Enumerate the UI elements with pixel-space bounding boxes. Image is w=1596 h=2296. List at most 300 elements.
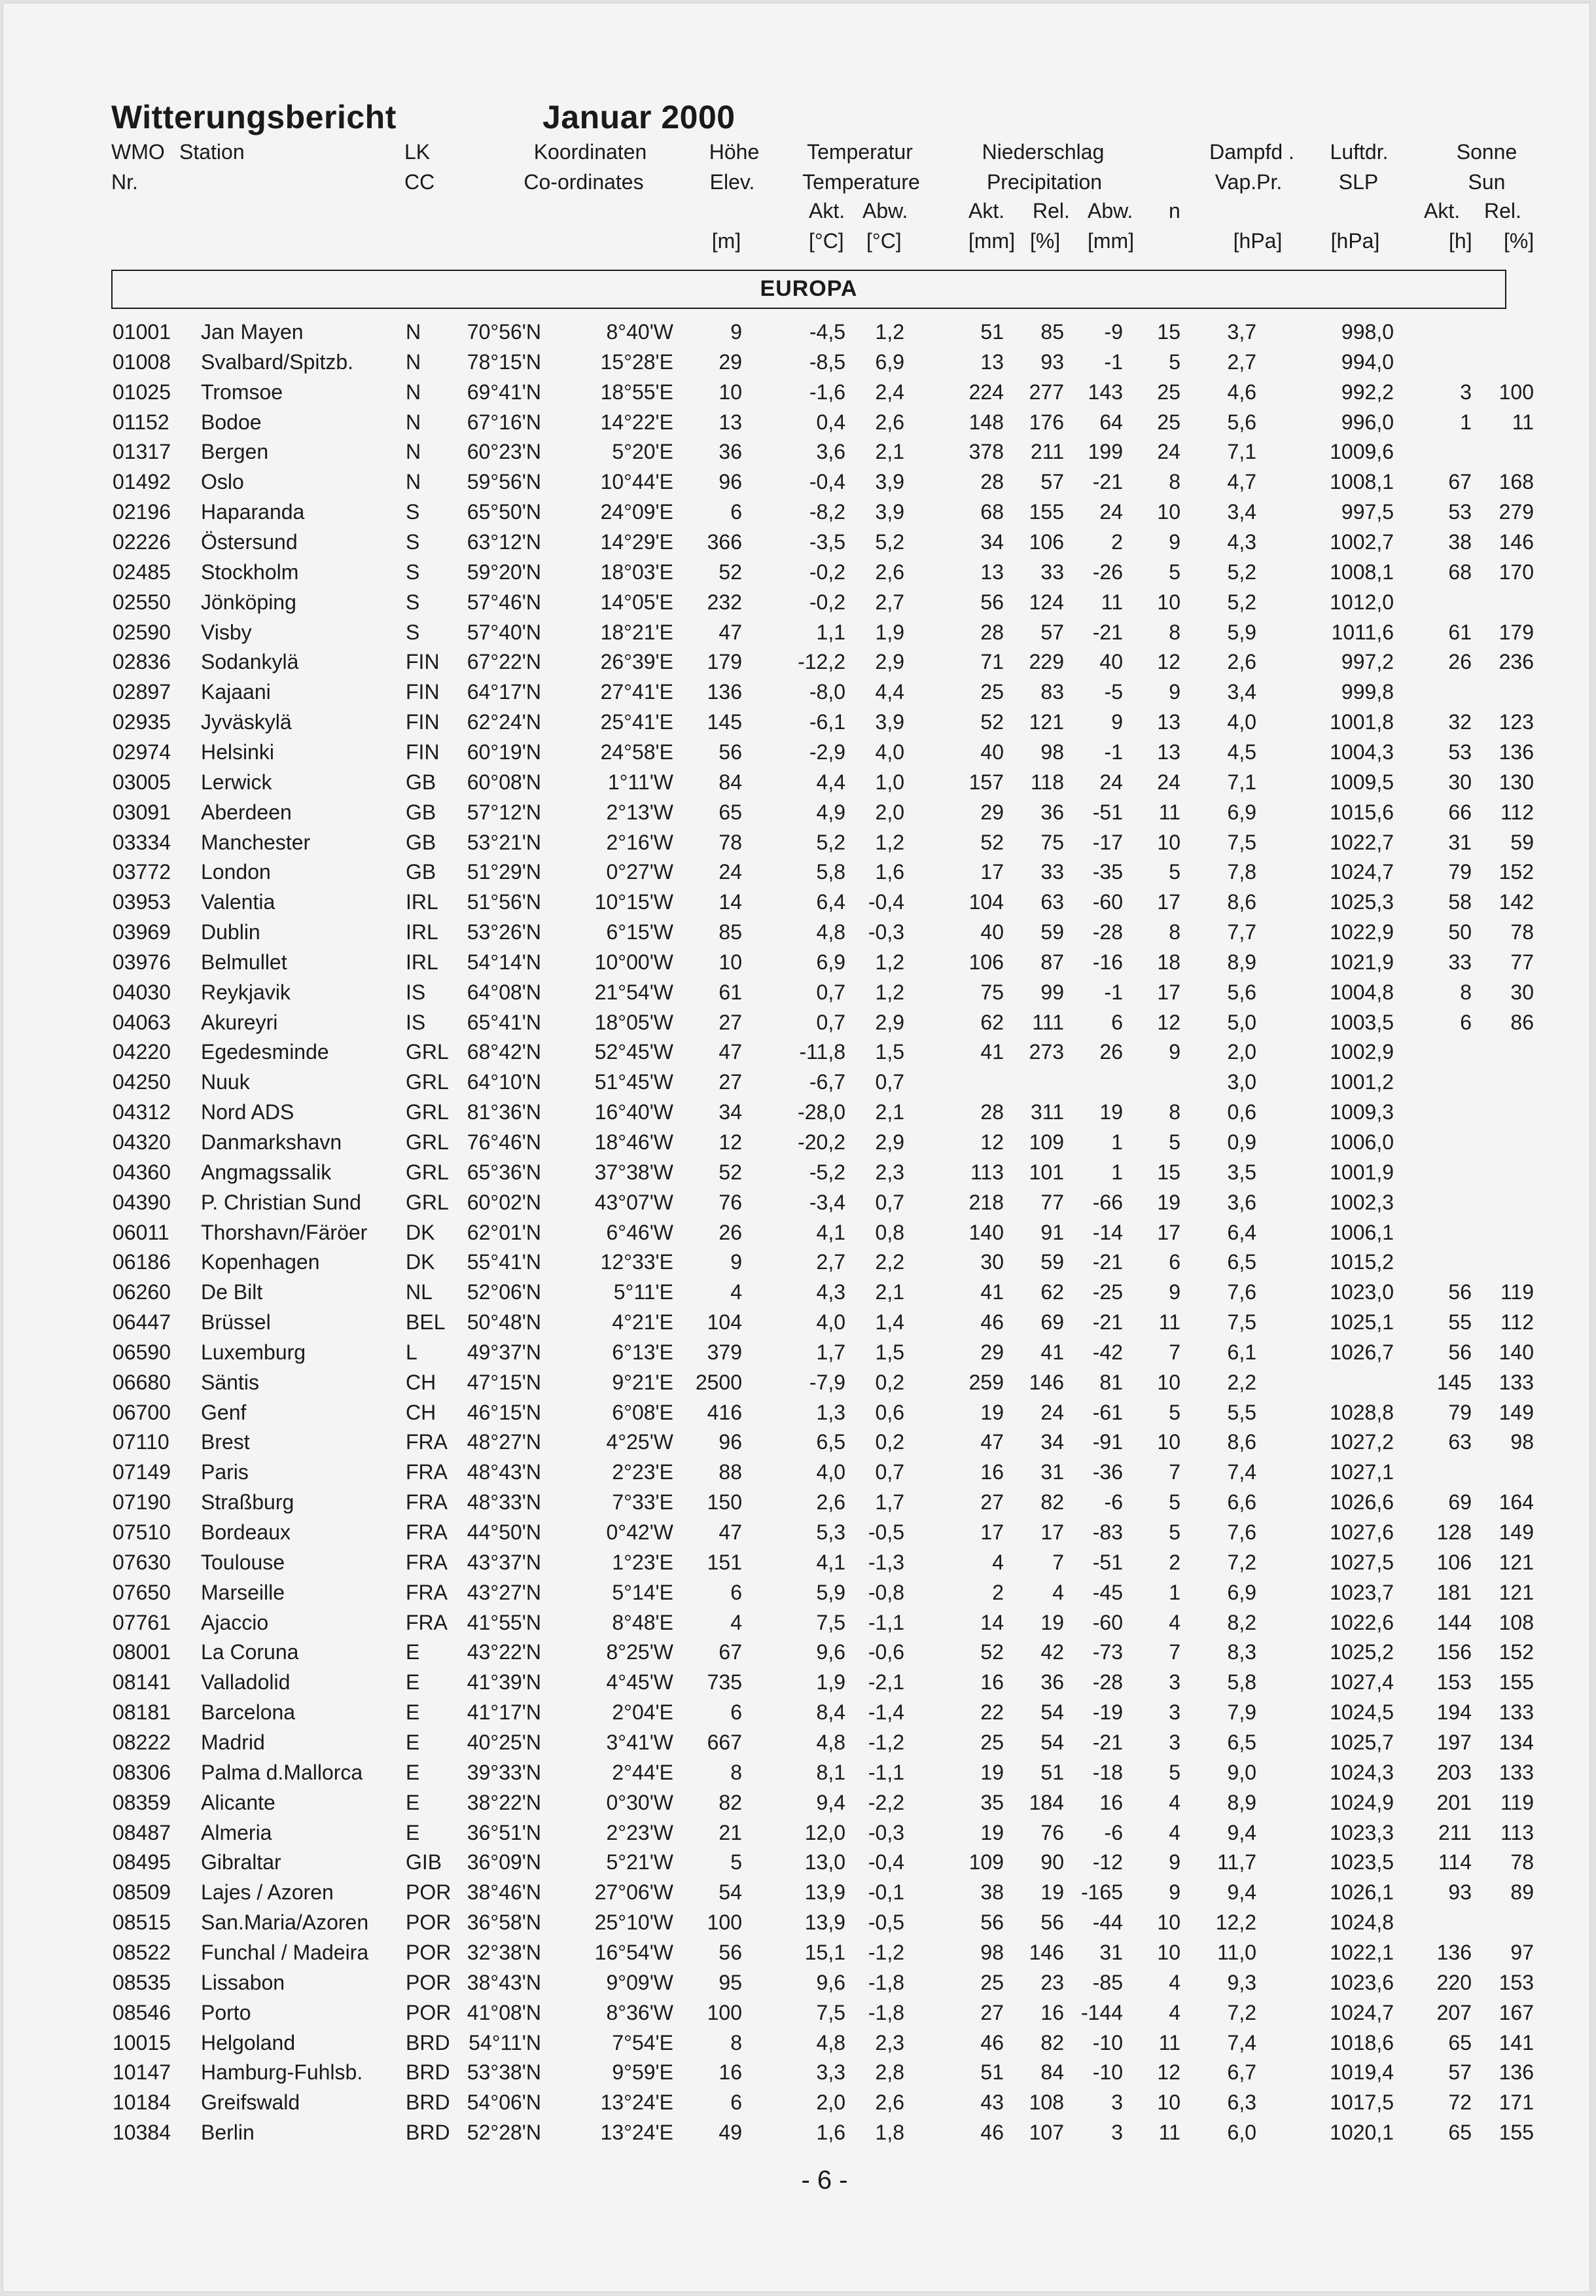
prec-rel-cell: 33 xyxy=(1040,860,1064,884)
country-code-cell: FIN xyxy=(406,710,440,734)
wmo-number-cell: 03091 xyxy=(113,800,171,824)
sun-hours-cell: 63 xyxy=(1448,1430,1472,1454)
vapour-pressure-cell: 4,3 xyxy=(1227,530,1256,554)
temp-akt-cell: 4,1 xyxy=(816,1220,845,1244)
temp-abw-cell: 1,9 xyxy=(875,620,904,644)
longitude-cell: 2°23'W xyxy=(606,1820,673,1844)
temp-abw-cell: 2,3 xyxy=(875,1160,904,1184)
temp-akt-cell: 2,0 xyxy=(816,2090,845,2115)
prec-akt-cell: 75 xyxy=(980,980,1004,1004)
sea-level-pressure-cell: 1026,7 xyxy=(1330,1340,1394,1364)
sun-relative-cell: 152 xyxy=(1498,860,1534,884)
prec-rel-cell: 23 xyxy=(1040,1970,1064,1994)
temp-akt-cell: 4,0 xyxy=(816,1460,845,1484)
prec-days-cell: 2 xyxy=(1169,1550,1180,1574)
temp-abw-cell: 0,2 xyxy=(875,1430,904,1454)
table-row xyxy=(3,650,1590,680)
prec-rel-cell: 16 xyxy=(1040,2000,1064,2024)
prec-days-cell: 25 xyxy=(1157,410,1180,434)
sea-level-pressure-cell: 1015,6 xyxy=(1330,800,1394,824)
sea-level-pressure-cell: 1006,0 xyxy=(1330,1130,1394,1154)
temp-abw-cell: 2,4 xyxy=(875,380,904,404)
prec-rel-cell: 36 xyxy=(1040,1670,1064,1695)
wmo-number-cell: 06447 xyxy=(113,1310,171,1334)
latitude-cell: 48°33'N xyxy=(467,1490,541,1515)
prec-akt-cell: 38 xyxy=(980,1880,1004,1905)
table-row xyxy=(3,560,1590,590)
prec-rel-cell: 146 xyxy=(1029,1940,1064,1964)
prec-rel-cell: 69 xyxy=(1040,1310,1064,1334)
elevation-cell: 6 xyxy=(730,2090,742,2115)
sun-hours-cell: 53 xyxy=(1448,500,1472,524)
prec-days-cell: 17 xyxy=(1157,1220,1180,1244)
prec-abw-cell: 19 xyxy=(1099,1100,1123,1124)
wmo-number-cell: 10184 xyxy=(113,2090,171,2115)
temp-akt-cell: 5,8 xyxy=(816,860,845,884)
latitude-cell: 55°41'N xyxy=(467,1250,541,1274)
longitude-cell: 0°27'W xyxy=(606,860,673,884)
station-name-cell: Manchester xyxy=(201,830,311,854)
prec-akt-cell: 113 xyxy=(970,1160,1004,1184)
prec-abw-cell: -66 xyxy=(1092,1190,1123,1214)
temp-akt-cell: -20,2 xyxy=(798,1130,845,1154)
vapour-pressure-cell: 4,0 xyxy=(1227,710,1256,734)
header-niederschlag: Niederschlag xyxy=(982,140,1105,164)
prec-abw-cell: -10 xyxy=(1092,2060,1123,2085)
temp-abw-cell: 2,9 xyxy=(875,1130,904,1154)
station-name-cell: Jönköping xyxy=(201,590,296,614)
latitude-cell: 43°37'N xyxy=(467,1550,541,1574)
vapour-pressure-cell: 12,2 xyxy=(1215,1910,1256,1935)
station-name-cell: Oslo xyxy=(201,470,244,494)
station-name-cell: Östersund xyxy=(201,530,298,554)
latitude-cell: 47°15'N xyxy=(467,1370,541,1394)
vapour-pressure-cell: 2,2 xyxy=(1227,1370,1256,1394)
header-unit-mm: [mm] xyxy=(968,229,1016,253)
prec-rel-cell: 4 xyxy=(1052,1580,1064,1604)
prec-days-cell: 13 xyxy=(1157,710,1180,734)
prec-days-cell: 13 xyxy=(1157,740,1180,764)
sun-hours-cell: 66 xyxy=(1448,800,1472,824)
elevation-cell: 6 xyxy=(730,1580,742,1604)
longitude-cell: 5°21'W xyxy=(606,1850,673,1874)
vapour-pressure-cell: 6,9 xyxy=(1227,1580,1256,1604)
elevation-cell: 61 xyxy=(718,980,742,1004)
longitude-cell: 25°41'E xyxy=(600,710,673,734)
prec-rel-cell: 83 xyxy=(1040,680,1064,704)
temp-akt-cell: 6,5 xyxy=(816,1430,845,1454)
elevation-cell: 10 xyxy=(718,950,742,974)
sun-relative-cell: 97 xyxy=(1510,1940,1534,1964)
table-row xyxy=(3,1401,1590,1431)
prec-days-cell: 6 xyxy=(1169,1250,1180,1274)
prec-akt-cell: 29 xyxy=(980,800,1004,824)
prec-akt-cell: 12 xyxy=(980,1130,1004,1154)
temp-akt-cell: -0,2 xyxy=(809,560,845,584)
latitude-cell: 41°55'N xyxy=(467,1610,541,1634)
latitude-cell: 67°16'N xyxy=(467,410,541,434)
temp-akt-cell: 12,0 xyxy=(804,1820,845,1844)
prec-days-cell: 3 xyxy=(1169,1670,1180,1695)
sun-hours-cell: 1 xyxy=(1460,410,1472,434)
sun-relative-cell: 168 xyxy=(1498,470,1534,494)
latitude-cell: 41°39'N xyxy=(467,1670,541,1695)
sun-hours-cell: 106 xyxy=(1436,1550,1472,1574)
prec-abw-cell: -21 xyxy=(1092,1731,1123,1754)
sea-level-pressure-cell: 1025,7 xyxy=(1330,1731,1394,1754)
prec-days-cell: 9 xyxy=(1169,530,1180,554)
station-name-cell: Tromsoe xyxy=(201,380,283,404)
vapour-pressure-cell: 7,7 xyxy=(1227,920,1256,944)
sun-hours-cell: 61 xyxy=(1448,620,1472,644)
sun-relative-cell: 149 xyxy=(1498,1520,1534,1544)
temp-abw-cell: -2,1 xyxy=(868,1670,904,1695)
vapour-pressure-cell: 5,0 xyxy=(1227,1010,1256,1034)
prec-rel-cell: 90 xyxy=(1040,1850,1064,1874)
table-row xyxy=(3,710,1590,740)
wmo-number-cell: 03334 xyxy=(113,830,171,854)
latitude-cell: 62°01'N xyxy=(467,1220,541,1244)
temp-akt-cell: 4,1 xyxy=(816,1550,845,1574)
region-label: EUROPA xyxy=(760,276,858,301)
prec-akt-cell: 62 xyxy=(980,1010,1004,1034)
temp-akt-cell: 0,4 xyxy=(816,410,845,434)
longitude-cell: 8°25'W xyxy=(606,1640,673,1664)
longitude-cell: 5°11'E xyxy=(613,1280,673,1304)
temp-akt-cell: -3,5 xyxy=(809,530,845,554)
vapour-pressure-cell: 6,5 xyxy=(1227,1731,1256,1754)
vapour-pressure-cell: 7,2 xyxy=(1227,2000,1256,2024)
vapour-pressure-cell: 2,0 xyxy=(1227,1040,1256,1064)
country-code-cell: NL xyxy=(406,1280,433,1304)
prec-akt-cell: 13 xyxy=(980,560,1004,584)
sea-level-pressure-cell: 992,2 xyxy=(1341,380,1394,404)
header-station: Station xyxy=(179,140,245,164)
header-temperature: Temperature xyxy=(802,170,920,194)
elevation-cell: 735 xyxy=(707,1670,742,1695)
vapour-pressure-cell: 7,4 xyxy=(1227,2030,1256,2054)
table-row xyxy=(3,1640,1590,1670)
temp-abw-cell: 1,2 xyxy=(875,980,904,1004)
table-row xyxy=(3,1581,1590,1611)
prec-days-cell: 9 xyxy=(1169,680,1180,704)
country-code-cell: FIN xyxy=(406,680,440,704)
temp-akt-cell: 5,9 xyxy=(816,1580,845,1604)
country-code-cell: N xyxy=(406,320,421,344)
prec-days-cell: 10 xyxy=(1157,830,1180,854)
table-row xyxy=(3,380,1590,410)
sun-hours-cell: 30 xyxy=(1448,770,1472,794)
country-code-cell: N xyxy=(406,380,421,404)
sea-level-pressure-cell: 1027,2 xyxy=(1330,1430,1394,1454)
latitude-cell: 36°58'N xyxy=(467,1910,541,1935)
prec-akt-cell: 140 xyxy=(968,1220,1004,1244)
prec-rel-cell: 98 xyxy=(1040,740,1064,764)
vapour-pressure-cell: 6,5 xyxy=(1227,1250,1256,1274)
prec-rel-cell: 184 xyxy=(1029,1790,1064,1814)
sea-level-pressure-cell: 1023,3 xyxy=(1330,1820,1394,1844)
sun-hours-cell: 31 xyxy=(1448,830,1472,854)
latitude-cell: 51°56'N xyxy=(467,890,541,914)
longitude-cell: 7°33'E xyxy=(612,1490,673,1515)
prec-akt-cell: 56 xyxy=(980,1910,1004,1935)
table-row xyxy=(3,1700,1590,1731)
prec-akt-cell: 47 xyxy=(980,1430,1004,1454)
temp-abw-cell: 3,9 xyxy=(875,500,904,524)
elevation-cell: 6 xyxy=(730,500,742,524)
sea-level-pressure-cell: 1020,1 xyxy=(1330,2121,1394,2144)
latitude-cell: 57°46'N xyxy=(467,590,541,614)
prec-rel-cell: 106 xyxy=(1029,530,1064,554)
table-row xyxy=(3,1490,1590,1520)
report-month: Januar 2000 xyxy=(542,99,736,135)
longitude-cell: 9°09'W xyxy=(606,1970,673,1994)
country-code-cell: IS xyxy=(406,980,426,1004)
wmo-number-cell: 01008 xyxy=(113,350,171,374)
temp-akt-cell: 0,7 xyxy=(816,980,845,1004)
table-row xyxy=(3,740,1590,770)
sun-hours-cell: 144 xyxy=(1436,1610,1472,1634)
prec-abw-cell: -19 xyxy=(1092,1700,1123,1725)
station-table xyxy=(3,3,1590,2292)
latitude-cell: 60°02'N xyxy=(467,1190,541,1214)
station-name-cell: Danmarkshavn xyxy=(201,1130,342,1154)
temp-abw-cell: -1,3 xyxy=(868,1550,904,1574)
temp-abw-cell: -1,2 xyxy=(868,1731,904,1754)
prec-akt-cell: 34 xyxy=(980,530,1004,554)
country-code-cell: S xyxy=(406,620,420,644)
temp-akt-cell: -8,0 xyxy=(809,680,845,704)
sea-level-pressure-cell: 998,0 xyxy=(1341,320,1394,344)
prec-rel-cell: 84 xyxy=(1040,2060,1064,2085)
sun-relative-cell: 119 xyxy=(1500,1790,1534,1814)
sun-hours-cell: 65 xyxy=(1448,2121,1472,2144)
table-row xyxy=(3,1761,1590,1791)
header-temp-akt: Akt. xyxy=(809,199,845,223)
country-code-cell: FRA xyxy=(406,1460,448,1484)
country-code-cell: DK xyxy=(406,1250,435,1274)
station-name-cell: Paris xyxy=(201,1460,249,1484)
temp-akt-cell: -5,2 xyxy=(809,1160,845,1184)
country-code-cell: S xyxy=(406,590,420,614)
sun-relative-cell: 170 xyxy=(1498,560,1534,584)
elevation-cell: 47 xyxy=(718,620,742,644)
table-row xyxy=(3,2031,1590,2061)
sun-relative-cell: 279 xyxy=(1498,500,1534,524)
station-name-cell: Bergen xyxy=(201,440,269,464)
prec-days-cell: 24 xyxy=(1157,440,1180,464)
sea-level-pressure-cell: 1024,9 xyxy=(1330,1790,1394,1814)
prec-days-cell: 17 xyxy=(1157,980,1180,1004)
sun-hours-cell: 114 xyxy=(1438,1850,1472,1874)
temp-abw-cell: 0,6 xyxy=(875,1400,904,1424)
prec-akt-cell: 19 xyxy=(980,1400,1004,1424)
prec-days-cell: 12 xyxy=(1157,650,1180,674)
elevation-cell: 4 xyxy=(730,1610,742,1634)
table-row xyxy=(3,860,1590,890)
temp-abw-cell: -0,5 xyxy=(868,1910,904,1935)
prec-abw-cell: -21 xyxy=(1092,620,1123,644)
temp-akt-cell: 8,1 xyxy=(816,1760,845,1784)
wmo-number-cell: 06260 xyxy=(113,1280,171,1304)
prec-rel-cell: 155 xyxy=(1029,500,1064,524)
prec-akt-cell: 98 xyxy=(980,1940,1004,1964)
prec-akt-cell: 218 xyxy=(968,1190,1004,1214)
prec-abw-cell: -18 xyxy=(1092,1760,1123,1784)
sun-hours-cell: 79 xyxy=(1448,860,1472,884)
wmo-number-cell: 01001 xyxy=(113,320,171,344)
elevation-cell: 13 xyxy=(718,410,742,434)
prec-rel-cell: 51 xyxy=(1040,1760,1064,1784)
elevation-cell: 10 xyxy=(718,380,742,404)
station-name-cell: Porto xyxy=(201,2000,251,2024)
temp-akt-cell: -3,4 xyxy=(809,1190,845,1214)
elevation-cell: 379 xyxy=(707,1340,742,1364)
longitude-cell: 6°08'E xyxy=(612,1400,673,1424)
country-code-cell: CH xyxy=(406,1400,436,1424)
header-unit-mm-abw: [mm] xyxy=(1088,229,1135,253)
prec-days-cell: 4 xyxy=(1169,1790,1180,1814)
sea-level-pressure-cell: 1009,3 xyxy=(1330,1100,1394,1124)
prec-days-cell: 7 xyxy=(1169,1460,1180,1484)
latitude-cell: 51°29'N xyxy=(467,860,541,884)
elevation-cell: 150 xyxy=(707,1490,742,1515)
table-row xyxy=(3,1670,1590,1700)
latitude-cell: 38°22'N xyxy=(467,1790,541,1814)
wmo-number-cell: 04030 xyxy=(113,980,171,1004)
table-row xyxy=(3,1160,1590,1191)
temp-akt-cell: -12,2 xyxy=(798,650,845,674)
sea-level-pressure-cell: 1027,6 xyxy=(1330,1520,1394,1544)
vapour-pressure-cell: 9,0 xyxy=(1227,1760,1256,1784)
country-code-cell: POR xyxy=(406,1880,452,1905)
sun-relative-cell: 113 xyxy=(1500,1820,1534,1844)
sun-relative-cell: 121 xyxy=(1498,1550,1534,1574)
prec-rel-cell: 146 xyxy=(1029,1370,1064,1394)
prec-abw-cell: -60 xyxy=(1092,1610,1123,1634)
prec-akt-cell: 43 xyxy=(980,2090,1004,2115)
table-row xyxy=(3,1460,1590,1490)
station-name-cell: Gibraltar xyxy=(201,1850,281,1874)
temp-abw-cell: 1,0 xyxy=(875,770,904,794)
latitude-cell: 60°19'N xyxy=(467,740,541,764)
country-code-cell: GB xyxy=(406,800,436,824)
table-row xyxy=(3,1250,1590,1280)
header-unit-slp-hpa: [hPa] xyxy=(1330,229,1380,253)
vapour-pressure-cell: 4,7 xyxy=(1227,470,1256,494)
prec-days-cell: 15 xyxy=(1157,320,1180,344)
station-name-cell: Bordeaux xyxy=(201,1520,291,1544)
sun-relative-cell: 133 xyxy=(1498,1700,1534,1725)
wmo-number-cell: 04250 xyxy=(113,1070,171,1094)
header-sun: Sun xyxy=(1468,170,1506,194)
longitude-cell: 0°42'W xyxy=(606,1520,673,1544)
longitude-cell: 27°06'W xyxy=(594,1880,673,1905)
temp-akt-cell: -1,6 xyxy=(809,380,845,404)
country-code-cell: L xyxy=(406,1340,417,1364)
station-name-cell: Thorshavn/Färöer xyxy=(201,1220,368,1244)
sun-relative-cell: 78 xyxy=(1510,1850,1534,1874)
prec-abw-cell: 3 xyxy=(1111,2121,1123,2144)
temp-akt-cell: 9,6 xyxy=(816,1640,845,1664)
wmo-number-cell: 08001 xyxy=(113,1640,171,1664)
prec-days-cell: 5 xyxy=(1169,860,1180,884)
elevation-cell: 96 xyxy=(718,470,742,494)
prec-days-cell: 4 xyxy=(1169,2000,1180,2024)
temp-akt-cell: 8,4 xyxy=(816,1700,845,1725)
prec-days-cell: 12 xyxy=(1157,2060,1180,2085)
country-code-cell: POR xyxy=(406,1970,452,1994)
elevation-cell: 8 xyxy=(730,2030,742,2054)
sun-hours-cell: 197 xyxy=(1436,1731,1472,1754)
prec-abw-cell: -21 xyxy=(1092,470,1123,494)
elevation-cell: 416 xyxy=(707,1400,742,1424)
vapour-pressure-cell: 9,4 xyxy=(1227,1820,1256,1844)
temp-abw-cell: 2,6 xyxy=(875,560,904,584)
temp-abw-cell: 1,4 xyxy=(875,1310,904,1334)
wmo-number-cell: 02897 xyxy=(113,680,171,704)
sun-relative-cell: 100 xyxy=(1498,380,1534,404)
temp-akt-cell: 4,8 xyxy=(816,1731,845,1754)
prec-akt-cell: 30 xyxy=(980,1250,1004,1274)
country-code-cell: POR xyxy=(406,2000,452,2024)
elevation-cell: 95 xyxy=(718,1970,742,1994)
elevation-cell: 52 xyxy=(718,560,742,584)
elevation-cell: 6 xyxy=(730,1700,742,1725)
elevation-cell: 100 xyxy=(707,2000,742,2024)
longitude-cell: 8°36'W xyxy=(606,2000,673,2024)
sun-relative-cell: 86 xyxy=(1510,1010,1534,1034)
header-unit-temp-abw: [°C] xyxy=(866,229,902,253)
temp-akt-cell: 13,0 xyxy=(804,1850,845,1874)
country-code-cell: E xyxy=(406,1640,420,1664)
prec-akt-cell: 2 xyxy=(992,1580,1004,1604)
sea-level-pressure-cell: 1003,5 xyxy=(1330,1010,1394,1034)
country-code-cell: S xyxy=(406,560,420,584)
country-code-cell: IRL xyxy=(406,890,438,914)
wmo-number-cell: 02226 xyxy=(113,530,171,554)
vapour-pressure-cell: 6,1 xyxy=(1227,1340,1256,1364)
country-code-cell: N xyxy=(406,410,421,434)
station-name-cell: Brüssel xyxy=(201,1310,271,1334)
prec-abw-cell: -25 xyxy=(1092,1280,1123,1304)
station-name-cell: Alicante xyxy=(201,1790,275,1814)
sun-relative-cell: 119 xyxy=(1500,1280,1534,1304)
longitude-cell: 15°28'E xyxy=(600,350,673,374)
longitude-cell: 13°24'E xyxy=(600,2090,673,2115)
station-name-cell: Toulouse xyxy=(201,1550,285,1574)
vapour-pressure-cell: 3,0 xyxy=(1227,1070,1256,1094)
prec-abw-cell: 16 xyxy=(1099,1790,1123,1814)
sea-level-pressure-cell: 1018,6 xyxy=(1330,2030,1394,2054)
temp-abw-cell: 1,7 xyxy=(875,1490,904,1515)
longitude-cell: 27°41'E xyxy=(600,680,673,704)
wmo-number-cell: 08522 xyxy=(113,1940,171,1964)
prec-akt-cell: 4 xyxy=(992,1550,1004,1574)
elevation-cell: 136 xyxy=(707,680,742,704)
longitude-cell: 13°24'E xyxy=(600,2121,673,2144)
longitude-cell: 24°58'E xyxy=(600,740,673,764)
station-name-cell: De Bilt xyxy=(201,1280,263,1304)
table-row xyxy=(3,800,1590,831)
latitude-cell: 60°23'N xyxy=(467,440,541,464)
prec-rel-cell: 82 xyxy=(1040,1490,1064,1515)
vapour-pressure-cell: 8,6 xyxy=(1227,890,1256,914)
prec-abw-cell: -16 xyxy=(1092,950,1123,974)
prec-abw-cell: -165 xyxy=(1080,1880,1123,1905)
latitude-cell: 54°14'N xyxy=(467,950,541,974)
station-name-cell: Sodankylä xyxy=(201,650,299,674)
